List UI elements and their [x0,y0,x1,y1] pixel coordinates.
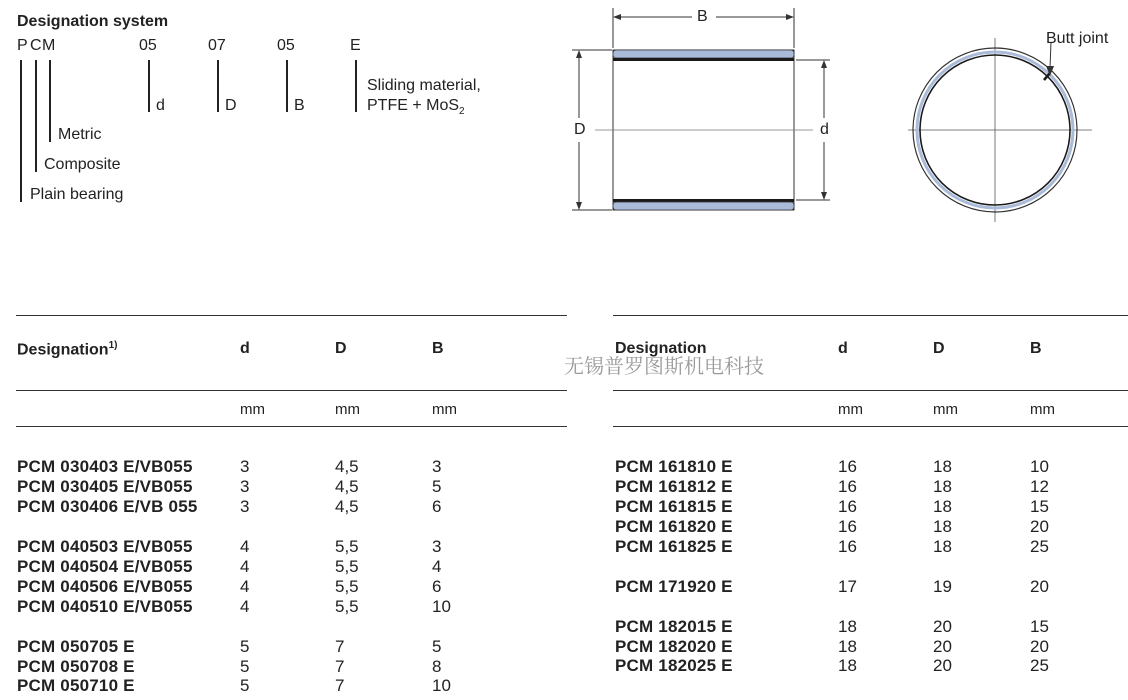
bushing-end-view [900,30,1100,230]
bushing-side-view [570,0,830,220]
right-header-D: D [933,340,945,357]
designation-cell: PCM 182015 E [615,617,733,636]
left-unit-D: mm [335,401,360,418]
code-m: M [42,37,56,54]
outer-D-cell: 4,5 [335,497,359,516]
code-width-digits: 05 [277,37,295,54]
code-d-digits: 05 [139,37,157,54]
bore-d-cell: 4 [240,557,250,576]
left-header-B: B [432,340,444,357]
code-material: E [350,37,361,54]
connector-d [148,60,150,112]
outer-D-cell: 19 [933,577,952,596]
right-table-top-rule [613,315,1128,316]
left-header-d: d [240,340,250,357]
width-B-cell: 15 [1030,497,1049,516]
bore-d-cell: 16 [838,537,857,556]
designation-cell: PCM 182020 E [615,637,733,656]
right-unit-B: mm [1030,401,1055,418]
bore-d-cell: 4 [240,577,250,596]
right-table-unit-rule [613,426,1128,427]
width-B-cell: 15 [1030,617,1049,636]
bore-d-cell: 16 [838,517,857,536]
right-unit-d: mm [838,401,863,418]
designation-cell: PCM 050710 E [17,676,135,695]
width-B-cell: 5 [432,477,442,496]
width-B-cell: 3 [432,457,442,476]
code-p: P [17,37,28,54]
bore-d-cell: 4 [240,597,250,616]
bore-d-cell: 18 [838,656,857,675]
designation-cell: PCM 161825 E [615,537,733,556]
right-table-header-rule [613,390,1128,391]
width-B-cell: 10 [432,597,451,616]
dim-D-label: D [574,121,586,138]
width-B-cell: 6 [432,497,442,516]
label-ptfe-mos2: PTFE + MoS$_2$ [367,97,465,118]
designation-cell: PCM 040506 E/VB055 [17,577,193,596]
connector-metric [49,60,51,142]
right-unit-D: mm [933,401,958,418]
left-table-unit-rule [16,426,567,427]
designation-cell: PCM 040503 E/VB055 [17,537,193,556]
watermark-text: 无锡普罗图斯机电科技 [564,354,764,378]
bore-d-cell: 5 [240,637,250,656]
width-B-cell: 10 [1030,457,1049,476]
bore-d-cell: 16 [838,457,857,476]
designation-cell: PCM 030403 E/VB055 [17,457,193,476]
designation-cell: PCM 161815 E [615,497,733,516]
bore-d-cell: 5 [240,676,250,695]
outer-D-cell: 5,5 [335,597,359,616]
width-B-cell: 25 [1030,656,1049,675]
width-B-cell: 12 [1030,477,1049,496]
label-sliding-material: Sliding material, [367,77,481,94]
designation-cell: PCM 161810 E [615,457,733,476]
butt-joint-label: Butt joint [1046,30,1109,47]
outer-D-cell: 18 [933,497,952,516]
bore-d-cell: 5 [240,657,250,676]
width-B-cell: 8 [432,657,442,676]
designation-cell: PCM 161812 E [615,477,733,496]
label-D: D [225,97,237,114]
outer-D-cell: 7 [335,657,345,676]
width-B-cell: 4 [432,557,442,576]
designation-cell: PCM 040510 E/VB055 [17,597,193,616]
code-c: C [30,37,42,54]
outer-D-cell: 18 [933,537,952,556]
bore-d-cell: 4 [240,537,250,556]
designation-cell: PCM 182025 E [615,656,733,675]
designation-cell: PCM 050708 E [17,657,135,676]
right-header-designation: Designation [615,340,707,357]
designation-cell: PCM 171920 E [615,577,733,596]
label-composite: Composite [44,156,121,173]
connector-plain-bearing [20,60,22,202]
left-table-top-rule [16,315,567,316]
dim-d-label: d [820,121,829,138]
outer-D-cell: 18 [933,517,952,536]
bore-d-cell: 16 [838,477,857,496]
width-B-cell: 20 [1030,577,1049,596]
outer-D-cell: 18 [933,477,952,496]
outer-D-cell: 5,5 [335,577,359,596]
label-plain-bearing: Plain bearing [30,186,124,203]
right-header-B: B [1030,340,1042,357]
width-B-cell: 20 [1030,517,1049,536]
outer-D-cell: 5,5 [335,537,359,556]
designation-cell: PCM 050705 E [17,637,135,656]
outer-D-cell: 7 [335,676,345,695]
width-B-cell: 3 [432,537,442,556]
connector-composite [35,60,37,172]
bore-d-cell: 18 [838,637,857,656]
outer-D-cell: 18 [933,457,952,476]
bore-d-cell: 3 [240,477,250,496]
connector-D [217,60,219,112]
left-unit-B: mm [432,401,457,418]
outer-D-cell: 20 [933,656,952,675]
label-d: d [156,97,165,114]
outer-D-cell: 20 [933,617,952,636]
designation-cell: PCM 030405 E/VB055 [17,477,193,496]
bore-d-cell: 18 [838,617,857,636]
left-unit-d: mm [240,401,265,418]
bore-d-cell: 16 [838,497,857,516]
designation-cell: PCM 040504 E/VB055 [17,557,193,576]
width-B-cell: 20 [1030,637,1049,656]
code-outer-digits: 07 [208,37,226,54]
right-header-d: d [838,340,848,357]
left-header-D: D [335,340,347,357]
designation-system-title: Designation system [17,13,169,30]
bore-d-cell: 3 [240,497,250,516]
bore-d-cell: 17 [838,577,857,596]
label-metric: Metric [58,126,102,143]
left-table-header-rule [16,390,567,391]
width-B-cell: 25 [1030,537,1049,556]
width-B-cell: 5 [432,637,442,656]
outer-D-cell: 7 [335,637,345,656]
designation-cell: PCM 161820 E [615,517,733,536]
width-B-cell: 10 [432,676,451,695]
designation-cell: PCM 030406 E/VB 055 [17,497,198,516]
outer-D-cell: 4,5 [335,477,359,496]
connector-material [355,60,357,112]
bore-d-cell: 3 [240,457,250,476]
left-header-designation: Designation$^{1)}$ [17,340,118,359]
outer-D-cell: 4,5 [335,457,359,476]
outer-D-cell: 5,5 [335,557,359,576]
dim-B-label: B [697,8,708,25]
label-B: B [294,97,305,114]
connector-B [286,60,288,112]
width-B-cell: 6 [432,577,442,596]
outer-D-cell: 20 [933,637,952,656]
